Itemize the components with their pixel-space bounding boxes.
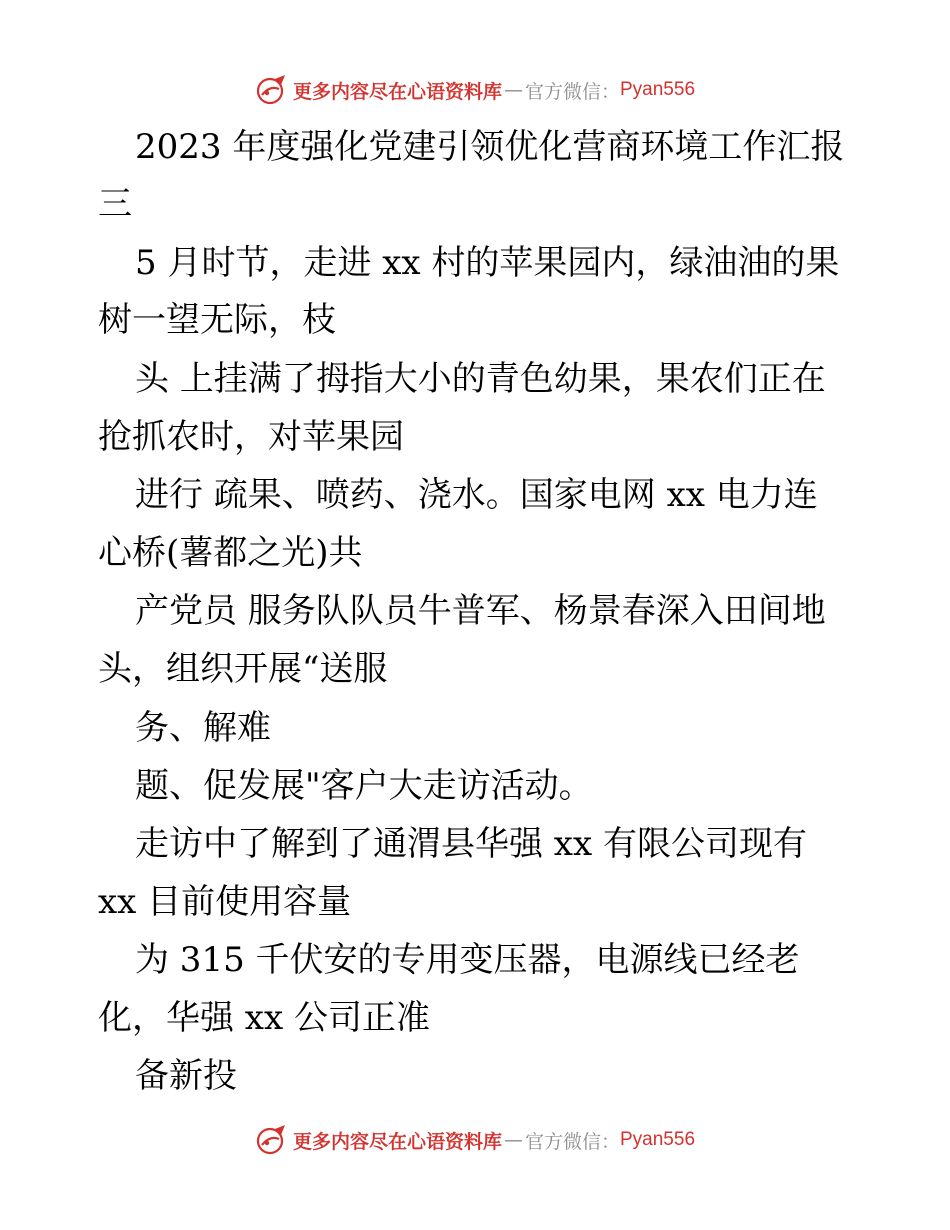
- watermark-brand: 更多内容尽在心语资料库: [292, 1130, 502, 1153]
- body-line: 心桥(薯都之光)共: [98, 533, 363, 573]
- book-pen-icon: [255, 1123, 289, 1157]
- watermark-account: Pyan556: [620, 1129, 696, 1150]
- body-line: 题、促发展"客户大走访活动。: [135, 766, 593, 806]
- header-watermark: [0, 70, 950, 110]
- body-line: 为 315 千伏安的专用变压器，电源线已经老: [135, 940, 800, 980]
- watermark-dash: —: [503, 1129, 523, 1151]
- watermark-label: 官方微信：: [524, 80, 620, 103]
- body-line: 进行 疏果、喷药、浇水。国家电网 xx 电力连: [135, 475, 818, 515]
- watermark-brand: 更多内容尽在心语资料库: [292, 80, 502, 103]
- document-title: 2023 年度强化党建引领优化营商环境工作汇报: [135, 127, 845, 167]
- body-line: 5 月时节，走进 xx 村的苹果园内，绿油油的果: [135, 243, 840, 283]
- book-pen-icon: [255, 73, 289, 107]
- body-line: 走访中了解到了通渭县华强 xx 有限公司现有: [135, 824, 807, 864]
- watermark-label: 官方微信：: [524, 1130, 620, 1153]
- body-line: 化，华强 xx 公司正准: [98, 998, 430, 1038]
- body-line: 产党员 服务队队员牛普军、杨景春深入田间地: [135, 591, 826, 631]
- document-title-continuation: 三: [98, 184, 132, 224]
- body-line: 抢抓农时，对苹果园: [98, 417, 404, 457]
- body-line: 头，组织开展“送服: [98, 649, 388, 689]
- body-line: 树一望无际，枝: [98, 300, 336, 340]
- body-line: 头 上挂满了拇指大小的青色幼果，果农们正在: [135, 359, 826, 399]
- body-line: 务、解难: [135, 708, 271, 748]
- body-line: 备新投: [135, 1056, 237, 1096]
- footer-watermark: [0, 1120, 950, 1160]
- watermark-account: Pyan556: [620, 79, 696, 100]
- watermark-dash: —: [503, 79, 523, 101]
- body-line: xx 目前使用容量: [98, 882, 352, 922]
